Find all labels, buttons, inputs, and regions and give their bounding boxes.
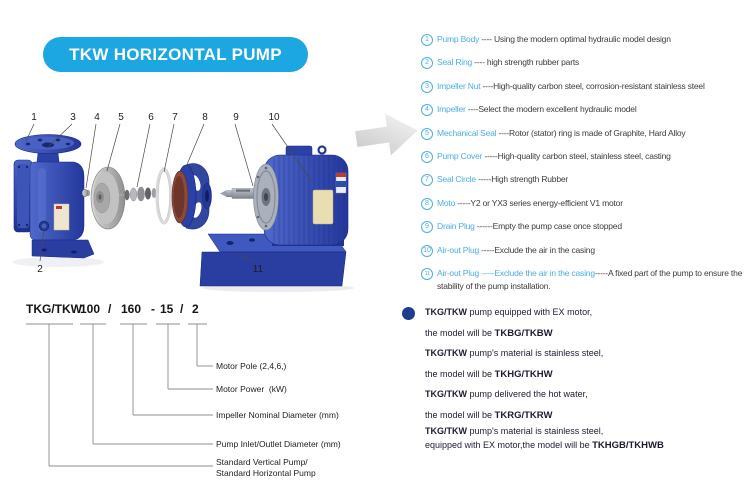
- part-name: Air-out Plug: [437, 244, 480, 255]
- part-number-8: 8: [202, 112, 208, 123]
- part-description: ---- high strength rubber parts: [472, 57, 580, 68]
- page-title: [43, 37, 308, 72]
- part-number-6: 6: [148, 112, 154, 123]
- variant-cond-text: pump's material is stainless steel,: [467, 426, 604, 436]
- circled-number-icon: 6: [421, 151, 433, 163]
- part-number-4: 4: [94, 112, 100, 123]
- part-description: ----Select the modern excellent hydraulic model: [465, 104, 637, 115]
- circled-number-icon: 4: [421, 104, 433, 116]
- part-name: Seal Ring: [437, 57, 473, 68]
- variant-model: TKRG/TKRW: [494, 409, 553, 421]
- arrow-right-icon: [353, 110, 420, 160]
- parts-list: [420, 33, 756, 293]
- variant-row: [425, 384, 750, 425]
- part-number-11: 11: [252, 264, 264, 275]
- circled-number-icon: 3: [421, 81, 433, 93]
- parts-list-item: [420, 150, 756, 163]
- variant-result-text: the model will be: [425, 327, 495, 338]
- variant-cond-text: pump delivered the hot water,: [467, 389, 588, 399]
- part-name: Pump Cover: [437, 150, 483, 161]
- circled-number-icon: 5: [421, 128, 433, 140]
- parts-list-item: [420, 220, 756, 233]
- circled-number-icon: 1: [421, 34, 433, 46]
- variant-row: [425, 343, 750, 384]
- seal-circle-part: [156, 168, 172, 224]
- label-inlet-outlet-diameter: Pump Inlet/Outlet Diameter (mm): [216, 439, 341, 449]
- part-description: -----High-quality carbon steel, stainless steel, casting: [482, 150, 671, 161]
- part-name: Seal Circle: [437, 174, 476, 185]
- part-name: Impeller Nut: [437, 80, 481, 91]
- parts-list-item: [420, 173, 756, 186]
- part-description: ----High-quality carbon steel, corrosion-resistant stainless steel: [480, 80, 705, 91]
- variant-prefix: TKG/TKW: [425, 426, 467, 436]
- part-description: -----A fixed part of the pump to ensure the stability of the pump installation.: [437, 267, 743, 291]
- part-number-2: 2: [37, 264, 43, 275]
- model-code-sep: /: [108, 302, 112, 316]
- parts-list-item: [420, 267, 756, 293]
- variant-notes: [425, 302, 750, 452]
- variant-prefix: TKG/TKW: [425, 348, 467, 358]
- part-number-10: 10: [268, 112, 280, 123]
- variant-result-text: the model will be: [425, 368, 495, 379]
- part-name: Drain Plug: [437, 221, 475, 232]
- parts-list-item: [420, 197, 756, 210]
- part-number-7: 7: [172, 112, 178, 123]
- variant-result-text: the model will be: [425, 409, 495, 420]
- parts-list-item: [420, 244, 756, 257]
- part-description: ------Empty the pump case once stopped: [474, 221, 622, 232]
- parts-list-item: [420, 103, 756, 116]
- label-pump-type-line2: Standard Horizontal Pump: [216, 467, 316, 478]
- variant-model: TKHGB/TKHWB: [592, 439, 664, 451]
- label-motor-pole: Motor Pole (2,4,6,): [216, 361, 287, 371]
- variant-result: [425, 439, 750, 453]
- pump-exploded-diagram: [0, 98, 430, 293]
- variant-result: [425, 364, 750, 386]
- variant-result: [425, 323, 750, 345]
- part-name: Mechanical Seal: [437, 127, 497, 138]
- part-description: -----High strength Rubber: [475, 174, 569, 185]
- part-number-9: 9: [233, 112, 239, 123]
- model-code-sep: -: [151, 302, 155, 316]
- variant-model: TKBG/TKBW: [494, 327, 553, 339]
- part-number-1: 1: [31, 112, 37, 123]
- parts-list-item: [420, 56, 756, 69]
- label-pump-type-line1: Standard Vertical Pump/: [216, 457, 308, 467]
- page-title-text: TKW HORIZONTAL PUMP: [69, 44, 282, 64]
- part-description: -----Exclude the air in the casing: [479, 244, 595, 255]
- part-name: Air-out Plug: [437, 267, 480, 278]
- model-code-impeller: 160: [121, 302, 142, 316]
- model-code-pole: 2: [192, 302, 199, 316]
- circled-number-icon: 2: [421, 57, 433, 69]
- variant-prefix: TKG/TKW: [425, 389, 467, 399]
- label-pump-type: [216, 457, 316, 478]
- variant-condition: [425, 343, 750, 364]
- circle-bullet-icon: [402, 307, 415, 320]
- variant-condition: [425, 384, 750, 405]
- variant-cond-text: pump equipped with EX motor,: [467, 307, 593, 317]
- label-motor-power: Motor Power (kW): [216, 384, 287, 394]
- circled-number-icon: 10: [421, 245, 433, 257]
- parts-list-item: [420, 33, 756, 46]
- part-number-5: 5: [118, 112, 124, 123]
- part-number-3: 3: [70, 112, 76, 123]
- part-description: -----Y2 or YX3 series energy-efficient V1 motor: [455, 197, 623, 208]
- variant-prefix: TKG/TKW: [425, 307, 467, 317]
- part-name: Pump Body: [437, 34, 480, 44]
- model-code-connector-lines: [0, 318, 220, 480]
- label-impeller-diameter: Impeller Nominal Diameter (mm): [216, 410, 339, 420]
- variant-result-text: equipped with EX motor,the model will be: [425, 439, 593, 450]
- parts-list-item: [420, 127, 756, 140]
- parts-list-item: [420, 80, 756, 93]
- part-description: ----Rotor (stator) ring is made of Graphite, Hard Alloy: [496, 127, 686, 138]
- part-name: Moto: [437, 197, 456, 208]
- model-code-inlet: 100: [80, 302, 101, 316]
- impeller-part: [82, 167, 125, 229]
- model-code-prefix: TKG/TKW: [26, 302, 82, 316]
- variant-row: [425, 302, 750, 343]
- circled-number-icon: 9: [421, 221, 433, 233]
- model-code-power: 15: [160, 302, 174, 316]
- variant-condition: [425, 302, 750, 323]
- pump-body-part: [14, 135, 94, 259]
- shadow: [12, 257, 104, 267]
- variant-result: [425, 405, 750, 427]
- circled-number-icon: 8: [421, 198, 433, 210]
- variant-condition: [425, 425, 750, 439]
- circled-number-icon: 11: [421, 268, 433, 280]
- motor-part: [254, 146, 349, 246]
- variant-cond-text: pump's material is stainless steel,: [467, 348, 604, 358]
- part-description-blue: -----Exclude the air in the casing: [479, 267, 595, 278]
- pump-cover-part: [172, 163, 212, 229]
- variant-row: [425, 425, 750, 452]
- part-description: ---- Using the modern optimal hydraulic model design: [479, 34, 671, 44]
- model-code-sep: /: [180, 302, 184, 316]
- circled-number-icon: 7: [421, 174, 433, 186]
- part-name: Impeller: [437, 104, 466, 115]
- variant-model: TKHG/TKHW: [494, 368, 553, 380]
